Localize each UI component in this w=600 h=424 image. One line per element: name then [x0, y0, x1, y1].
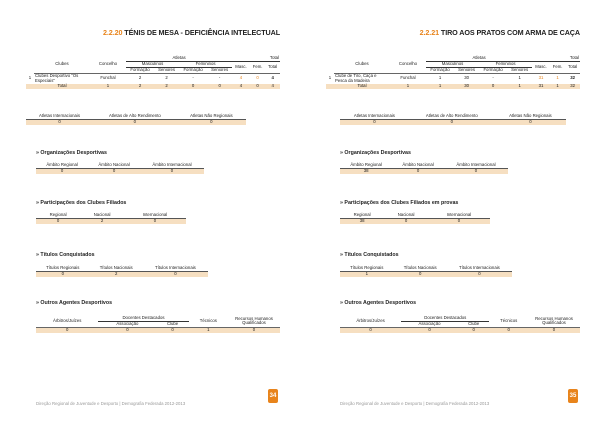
row-val: 4: [239, 75, 243, 81]
col-masculinos: Masculinos: [126, 61, 179, 67]
col-clubes: Clubes: [34, 56, 90, 73]
row-val: 1: [518, 75, 521, 81]
total-val: 1: [556, 82, 559, 88]
outros-value: 0: [171, 326, 174, 332]
section-title: TÉNIS DE MESA - DEFICIÊNCIA INTELECTUAL: [124, 28, 280, 37]
tit-value: 0: [174, 270, 177, 276]
tit-header: Títulos Nacionais: [90, 266, 143, 271]
page-footer: Direção Regional de Juventude e Desporto | Demografia Federada 2012-2013: [36, 401, 186, 406]
total-val: 2: [165, 82, 168, 88]
total-val: 2: [138, 82, 142, 88]
col-femininos: Femininos: [179, 61, 232, 67]
athletes-main-table: [26, 56, 280, 89]
outros-header: Associação: [401, 321, 458, 327]
col-total: Total: [532, 56, 580, 61]
col-fem: Fem.: [550, 61, 566, 73]
row-index: 1: [28, 75, 32, 81]
part-header: Nacional: [80, 213, 124, 218]
atletas-value: 0: [133, 118, 137, 124]
total-row: [26, 84, 280, 89]
row-club: Clube de Tiro, Caça e Pesca da Madeira: [335, 72, 377, 83]
org-header: Âmbito Internacional: [444, 163, 508, 168]
section-title: TIRO AOS PRATOS COM ARMA DE CAÇA: [440, 28, 580, 37]
total-val: 0: [191, 82, 195, 88]
section-heading: » Organizações Desportivas: [340, 150, 411, 156]
total-val: 1: [406, 82, 410, 88]
row-val: -: [192, 75, 194, 81]
col-atletas: Atletas: [426, 56, 532, 61]
outros-header: Recursos Humanos Qualificados: [228, 316, 280, 327]
section-heading: » Participações dos Clubes Filiados: [36, 200, 127, 206]
athletes-main-table: [326, 56, 580, 89]
tit-header: Títulos Regionais: [36, 266, 90, 271]
outros-value: 0: [65, 326, 69, 332]
col-seniores-f: Seniores: [207, 67, 232, 73]
col-formacao-f: Formação: [179, 67, 207, 73]
org-table: [36, 163, 204, 174]
tit-value: 0: [61, 270, 64, 276]
part-header: Internacional: [428, 213, 490, 218]
outros-value: 0: [369, 326, 372, 332]
col-concelho: Concelho: [390, 56, 426, 73]
page-title: [0, 28, 280, 37]
outros-table: [36, 316, 280, 333]
total-val: 1: [518, 82, 521, 88]
total-val: 0: [256, 82, 259, 88]
row-val: 31: [538, 75, 544, 81]
org-value: 0: [474, 167, 478, 173]
outros-value: 0: [428, 326, 431, 332]
total-label: Total: [357, 82, 367, 88]
atletas-header: Atletas Internacionais: [26, 114, 93, 119]
part-table: [36, 213, 186, 224]
atletas-value: 0: [450, 118, 454, 124]
page-number: 34: [268, 389, 278, 403]
part-value: 0: [56, 217, 60, 223]
outros-value: 0: [252, 326, 256, 332]
org-header: Âmbito Nacional: [88, 163, 140, 168]
total-val: 30: [464, 82, 469, 88]
total-val: 0: [218, 82, 221, 88]
outros-header: Clube: [157, 321, 189, 327]
atletas-header: Atletas Não Regionais: [177, 114, 246, 119]
part-table: [340, 213, 490, 224]
part-header: Regional: [36, 213, 80, 218]
col-masc: Masc.: [232, 61, 250, 73]
atletas-value: 0: [210, 118, 213, 124]
org-header: Âmbito Internacional: [140, 163, 204, 168]
org-value: 0: [170, 167, 174, 173]
col-seniores-m: Seniores: [154, 67, 179, 73]
col-total2: Total: [265, 61, 280, 73]
atletas-table: [26, 114, 246, 125]
org-value: 0: [112, 167, 116, 173]
org-table: [340, 163, 508, 174]
section-heading: » Organizações Desportivas: [36, 150, 107, 156]
total-val: 4: [239, 82, 243, 88]
row-val: 1: [438, 75, 442, 81]
atletas-header: Atletas Internacionais: [340, 114, 409, 119]
section-number: 2.2.21: [419, 28, 439, 37]
section-heading: » Títulos Conquistados: [340, 252, 399, 258]
outros-header: Docentes Destacados: [401, 316, 489, 321]
org-header: Âmbito Regional: [340, 163, 392, 168]
total-row: [326, 84, 580, 89]
col-formacao-m: Formação: [426, 67, 454, 73]
section-heading: » Outros Agentes Desportivos: [36, 300, 113, 306]
tit-value: 0: [478, 270, 481, 276]
col-seniores-m: Seniores: [454, 67, 479, 73]
row-concelho: Funchal: [400, 75, 416, 81]
atletas-header: Atletas de Alto Rendimento: [409, 114, 495, 119]
right-page: [300, 0, 600, 424]
col-fem: Fem.: [250, 61, 266, 73]
part-header: Regional: [340, 213, 384, 218]
part-value: 0: [153, 217, 157, 223]
outros-value: 1: [207, 326, 210, 332]
outros-header: Técnicos: [489, 316, 528, 327]
row-val: -: [218, 75, 221, 81]
col-total: Total: [232, 56, 280, 61]
col-masc: Masc.: [532, 61, 550, 73]
section-heading: » Outros Agentes Desportivos: [340, 300, 417, 306]
org-value: 38: [363, 167, 369, 173]
atletas-header: Atletas Não Regionais: [495, 114, 566, 119]
part-header: Nacional: [384, 213, 428, 218]
section-number: 2.2.20: [103, 28, 123, 37]
section-heading: » Títulos Conquistados: [36, 252, 95, 258]
part-value: 0: [404, 217, 408, 223]
outros-header: Árbitros/Juízes: [340, 316, 401, 327]
total-val: 0: [491, 82, 495, 88]
tit-value: 0: [418, 270, 422, 276]
tit-value: 1: [365, 270, 368, 276]
total-val: 1: [438, 82, 442, 88]
col-concelho: Concelho: [90, 56, 126, 73]
titulos-table: [36, 266, 208, 277]
part-value: 38: [359, 217, 365, 223]
outros-header: Docentes Destacados: [98, 316, 188, 321]
atletas-value: 0: [58, 118, 61, 124]
tit-header: Títulos Nacionais: [394, 266, 447, 271]
atletas-value: 0: [373, 118, 376, 124]
outros-value: 0: [126, 326, 129, 332]
total-val: 31: [538, 82, 544, 88]
row-concelho: Funchal: [100, 75, 116, 81]
atletas-header: Atletas de Alto Rendimento: [93, 114, 177, 119]
tit-header: Títulos Regionais: [340, 266, 394, 271]
outros-header: Árbitros/Juízes: [36, 316, 98, 327]
row-val: 0: [256, 75, 259, 81]
part-value: 0: [457, 217, 461, 223]
tit-header: Títulos Internacionais: [447, 266, 512, 271]
col-formacao-f: Formação: [479, 67, 507, 73]
tit-value: 2: [114, 270, 118, 276]
org-header: Âmbito Regional: [36, 163, 88, 168]
atletas-value: 0: [529, 118, 532, 124]
org-value: 0: [60, 167, 64, 173]
outros-header: Recursos Humanos Qualificados: [528, 316, 580, 327]
row-val: -: [492, 75, 494, 81]
row-val: 30: [464, 75, 469, 81]
col-total2: Total: [565, 61, 580, 73]
total-val: 32: [570, 82, 576, 88]
col-seniores-f: Seniores: [507, 67, 532, 73]
col-clubes: Clubes: [334, 56, 390, 73]
part-header: Internacional: [124, 213, 186, 218]
row-val: 2: [138, 75, 142, 81]
part-value: 2: [100, 217, 104, 223]
col-formacao-m: Formação: [126, 67, 154, 73]
page-title: [300, 28, 580, 37]
row-val: 4: [271, 75, 274, 81]
page-number: 35: [568, 389, 578, 403]
outros-table: [340, 316, 580, 333]
row-club: Clubes Desportivo "Os Especiais": [35, 72, 79, 83]
row-val: 32: [570, 75, 576, 81]
total-label: Total: [57, 82, 67, 88]
col-masculinos: Masculinos: [426, 61, 479, 67]
outros-header: Clube: [458, 321, 489, 327]
outros-header: Técnicos: [189, 316, 228, 327]
tit-header: Títulos Internacionais: [143, 266, 208, 271]
outros-header: Associação: [98, 321, 156, 327]
total-val: 1: [106, 82, 110, 88]
atletas-table: [340, 114, 566, 125]
total-val: 4: [271, 82, 274, 88]
page-footer: Direção Regional de Juventude e Desporto | Demografia Federada 2012-2013: [340, 401, 490, 406]
outros-value: 0: [507, 326, 510, 332]
org-header: Âmbito Nacional: [392, 163, 444, 168]
col-femininos: Femininos: [479, 61, 532, 67]
outros-value: 0: [472, 326, 475, 332]
row-val: 2: [165, 75, 168, 81]
org-value: 0: [416, 167, 420, 173]
row-index: 1: [328, 75, 332, 81]
col-atletas: Atletas: [126, 56, 232, 61]
outros-value: 0: [552, 326, 556, 332]
section-heading: » Participações dos Clubes Filiados em provas: [340, 200, 459, 206]
titulos-table: [340, 266, 512, 277]
row-val: 1: [556, 75, 559, 81]
